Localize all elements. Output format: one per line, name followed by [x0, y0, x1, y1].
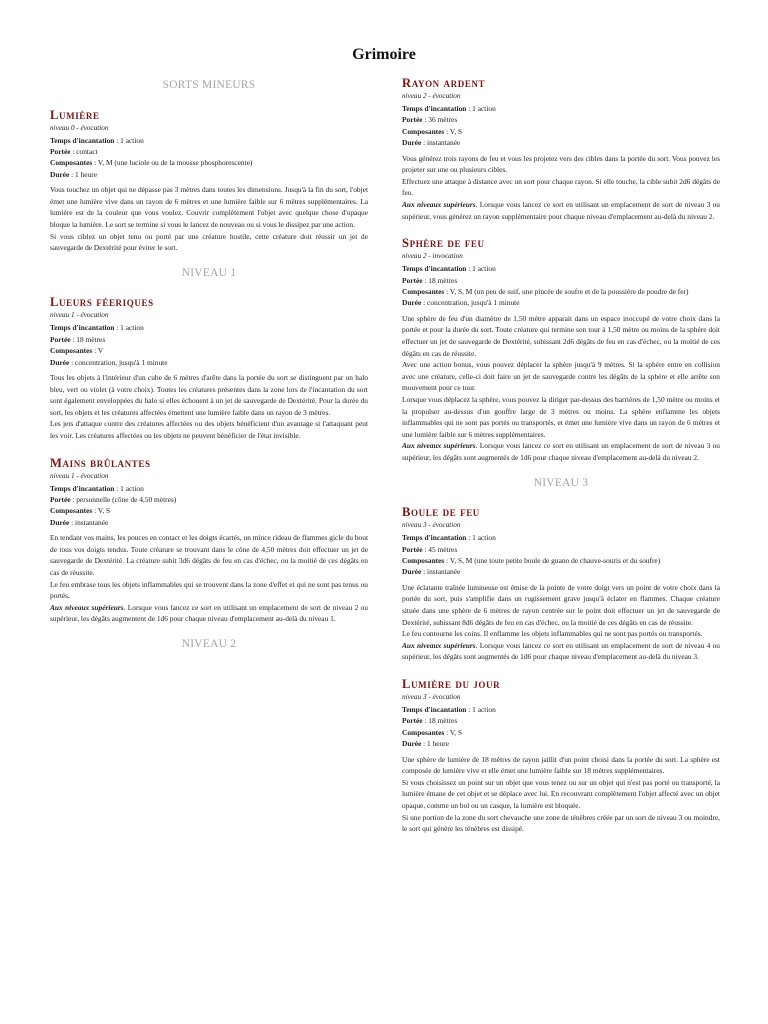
- spell-description: [402, 582, 720, 663]
- spell-sphere-de-feu: [402, 236, 720, 463]
- components: Composantes : V, S, M (un peu de suif, une pincée de soufre et de la poussière de poudre de fer): [402, 287, 689, 296]
- spell-lueurs-feeriques: [50, 295, 368, 441]
- section-heading-level-2: NIVEAU 2: [181, 637, 237, 650]
- higher-levels: Aux niveaux supérieurs. Lorsque vous lancez ce sort en utilisant un emplacement de sort de niveau 3 ou supérieur, vous générez un rayon supplémentaire pour chaque niveau d'emplacement au-delà du niveau 2.: [402, 200, 720, 221]
- duration: Durée : 1 heure: [50, 169, 98, 179]
- paragraph: Vous générez trois rayons de feu et vous les projetez vers des cibles dans la portée du sort. Vous pouvez les projeter sur une ou plusieurs cibles.: [402, 153, 720, 175]
- paragraph: Le feu embrase tous les objets inflammables qui se trouvent dans la zone d'effet et qui ne sont pas tenus ou portés.: [50, 579, 368, 601]
- components: Composantes : V, S: [402, 727, 463, 737]
- spell-school: niveau 2 - invocation: [402, 252, 463, 261]
- spell-name: Lumière du jour: [402, 676, 501, 691]
- duration: Durée : 1 heure: [402, 739, 450, 749]
- range: Portée : personnelle (cône de 4,50 mètres): [50, 494, 177, 504]
- casting-time: Temps d'incantation : 1 action: [50, 323, 144, 333]
- components: Composantes : V, S, M (une toute petite boule de guano de chauve-souris et du soufre): [402, 555, 661, 565]
- higher-levels: Aux niveaux supérieurs. Lorsque vous lancez ce sort en utilisant un emplacement de sort de niveau 4 ou supérieur, les dégâts sont augmentés de 1d6 pour chaque niveau d'emplacement au-delà du niveau 3.: [402, 640, 720, 662]
- paragraph: Si vous choisissez un point sur un objet que vous tenez ou sur un objet qui n'est pas porté ou transporté, la lumière émane de cet objet et se déplace avec lui. En recouvrant complètement l'objet affecté avec un objet opaque, comme un bol ou un casque, la lumière est bloquée.: [402, 777, 720, 810]
- spell-school: niveau 1 - évocation: [50, 311, 109, 320]
- casting-time: Temps d'incantation : 1 action: [402, 533, 496, 543]
- spell-name: Lueurs féeriques: [50, 295, 154, 310]
- left-column: [50, 78, 368, 667]
- paragraph: Le feu contourne les coins. Il enflamme les objets inflammables qui ne sont pas portés ou transportés.: [402, 629, 703, 639]
- section-heading-level-1: NIVEAU 1: [181, 266, 237, 279]
- components: Composantes : V, S: [50, 506, 111, 516]
- paragraph: Si vous ciblez un objet tenu ou porté par une créature hostile, cette créature doit réussir un jet de sauvegarde de Dextérité pour éviter le sort.: [50, 231, 368, 253]
- paragraph: En tendant vos mains, les pouces en contact et les doigts écartés, un mince rideau de flammes gicle du bout de tous vos doigts tendus. Toute créature se trouvant dans le cône de 4,50 mètres doit effectuer un jet de sauvegarde de Dextérité. La créature subit 3d6 dégâts de feu en cas d'échec, ou la moitié de ces dégâts en cas de réussite.: [50, 533, 368, 577]
- components: Composantes : V, S: [402, 126, 463, 136]
- spell-name: Boule de feu: [402, 505, 480, 520]
- range: Portée : 36 mètres: [402, 115, 458, 125]
- paragraph: Tous les objets à l'intérieur d'un cube de 6 mètres d'arête dans la portée du sort se distinguent par un halo bleu, vert ou violet (à votre choix). Toutes les créatures présentes dans la zone lors de l'incantation du sort sont également enveloppées du halo si elles échouent à un jet de sauvegarde de Dextérité. Pour la durée du sort, les objets et les créatures affectées émettent une lumière faible dans un rayon de 3 mètres.: [50, 373, 368, 417]
- spell-mains-brulantes: [50, 456, 368, 625]
- spell-name: Lumière: [50, 107, 100, 122]
- paragraph: Une sphère de lumière de 18 mètres de rayon jaillit d'un point choisi dans la portée du sort. La sphère est composée de lumière vive et elle émet une lumière faible sur 18 mètres supplémentaires.: [402, 754, 720, 776]
- spell-description: [50, 372, 368, 442]
- spell-lumiere-du-jour: [402, 677, 720, 835]
- paragraph: Les jets d'attaque contre des créatures affectées ou des objets bénéficient d'un avantage si l'attaquant peut les voir. Les créatures affectées ou les objets ne peuvent bénéficier de l'état invisible.: [50, 419, 368, 440]
- higher-levels: Aux niveaux supérieurs. Lorsque vous lancez ce sort en utilisant un emplacement de sort de niveau 2 ou supérieur, les dégâts augmentent de 1d6 pour chaque niveau d'emplacement au-delà du niveau 1.: [50, 602, 368, 624]
- spell-description: [402, 313, 720, 464]
- duration: Durée : instantanée: [402, 567, 461, 577]
- duration: Durée : concentration, jusqu'à 1 minute: [50, 357, 168, 367]
- paragraph: Une éclatante traînée lumineuse est émise de la pointe de votre doigt vers un point de votre choix dans la portée du sort, puis s'amplifie dans un rugissement grave jusqu'à éclater en flammes. Chaque créature située dans une sphère de 6 mètres de rayon centrée sur le point doit effectuer un jet de sauvegarde de Dextérité, subissant 8d6 dégâts de feu en cas d'échec, ou la moitié de ces dégâts en cas de réussite.: [402, 582, 720, 627]
- section-heading-cantrips: SORTS MINEURS: [162, 79, 256, 91]
- spell-school: niveau 1 - évocation: [50, 471, 109, 480]
- section-heading-level-3: NIVEAU 3: [533, 476, 589, 489]
- duration: Durée : instantanée: [50, 517, 109, 527]
- spell-boule-de-feu: [402, 505, 720, 663]
- duration: Durée : instantanée: [402, 138, 461, 148]
- spell-name: Rayon ardent: [402, 76, 486, 90]
- range: Portée : 18 mètres: [402, 716, 458, 726]
- components: Composantes : V, M (une luciole ou de la mousse phosphorescente): [50, 158, 253, 168]
- spell-name: Sphère de feu: [402, 236, 485, 251]
- document-title: Grimoire: [352, 46, 416, 63]
- spell-description: [50, 184, 368, 254]
- spell-lumiere: [50, 108, 368, 254]
- spell-rayon-ardent: [402, 76, 720, 222]
- paragraph: Une sphère de feu d'un diamètre de 1,50 mètre apparait dans un espace inoccupé de votre choix dans la portée et pour la durée du sort. Toute créature qui termine son tour à 1,50 mètre ou moins de la sphère doit effectuer un jet de sauvegarde de Dextérité, subissant 2d6 dégâts de feu en cas d'échec, ou la moitié de ces dégâts en cas de réussite.: [402, 313, 720, 358]
- casting-time: Temps d'incantation : 1 action: [402, 704, 496, 714]
- spell-school: niveau 0 - évocation: [50, 123, 109, 132]
- spell-school: niveau 3 - évocation: [402, 521, 461, 530]
- spell-description: [402, 153, 720, 223]
- spell-description: [402, 754, 720, 835]
- right-column: [402, 76, 720, 849]
- spell-name: Mains brûlantes: [50, 455, 151, 470]
- paragraph: Avec une action bonus, vous pouvez déplacer la sphère jusqu'à 9 mètres. Si la sphère entre en collision avec une créature, celle-ci doit faire un jet de sauvegarde contre les dégâts de la sphère et elle arrête son mouvement pour ce tour.: [402, 360, 720, 393]
- duration: Durée : concentration, jusqu'à 1 minute: [402, 298, 520, 308]
- casting-time: Temps d'incantation : 1 action: [402, 264, 496, 274]
- paragraph: Vous touchez un objet qui ne dépasse pas 3 mètres dans toutes les dimensions. Jusqu'à la fin du sort, l'objet émet une lumière vive dans un rayon de 6 mètres et une lumière faible sur 6 mètres supplémentaires. La lumière est de la couleur que vous voulez. Couvrir complètement l'objet avec quelque chose d'opaque bloque la lumière. Le sort se termine si vous le lancez de nouveau ou si vous le dissipez par une action.: [50, 185, 368, 229]
- paragraph: Lorsque vous déplacez la sphère, vous pouvez la diriger par-dessus des barrières de 1,50 mètre ou moins et la propulser au-dessus d'un gouffre large de 3 mètres ou moins. La sphère enflamme les objets inflammables qui ne sont pas portés ou transportés, et émet une lumière vive dans un rayon de 6 mètres et une lumière faible sur 6 mètres supplémentaires.: [402, 394, 720, 439]
- components: Composantes : V: [50, 346, 104, 356]
- range: Portée : 18 mètres: [50, 334, 106, 344]
- casting-time: Temps d'incantation : 1 action: [402, 104, 496, 113]
- higher-levels: Aux niveaux supérieurs. Lorsque vous lancez ce sort en utilisant un emplacement de sort de niveau 3 ou supérieur, les dégâts sont augmentés de 1d6 pour chaque niveau d'emplacement au-delà du niveau 2.: [402, 441, 720, 462]
- range: Portée : 45 mètres: [402, 544, 458, 554]
- spell-school: niveau 3 - évocation: [402, 692, 461, 701]
- casting-time: Temps d'incantation : 1 action: [50, 483, 144, 493]
- spell-description: [50, 532, 368, 625]
- casting-time: Temps d'incantation : 1 action: [50, 135, 144, 145]
- paragraph: Effectuez une attaque à distance avec un sort pour chaque rayon. Si elle touche, la cible subit 2d6 dégâts de feu.: [402, 176, 720, 198]
- paragraph: Si une portion de la zone du sort chevauche une zone de ténèbres créée par un sort de niveau 3 ou moindre, le sort qui génère les ténèbres est dissipé.: [402, 812, 720, 834]
- range: Portée : 18 mètres: [402, 275, 458, 285]
- range: Portée : contact: [50, 147, 98, 156]
- spell-school: niveau 2 - évocation: [402, 92, 461, 100]
